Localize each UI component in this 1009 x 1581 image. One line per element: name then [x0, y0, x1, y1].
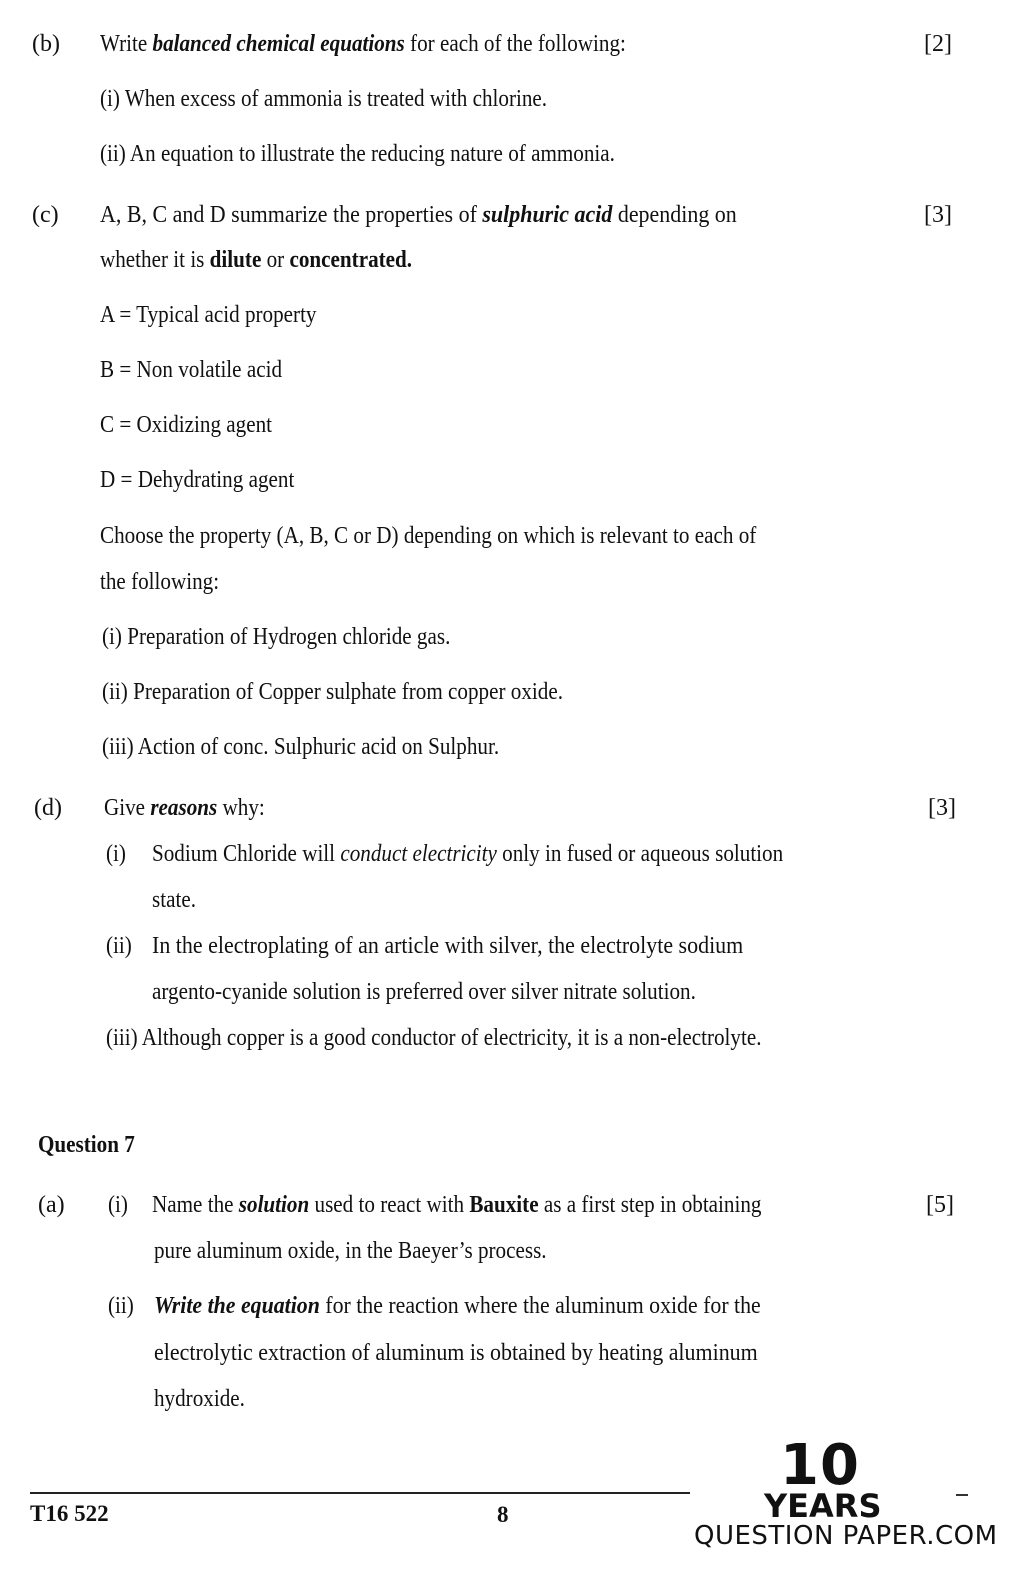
footer-rule — [30, 1492, 690, 1494]
watermark-years: YEARS — [764, 1487, 882, 1525]
c-prop-c: C = Oxidizing agent — [100, 412, 273, 438]
q7-a-ii-line2: electrolytic extraction of aluminum is obtained by heating aluminum — [154, 1340, 758, 1366]
b-item-i: (i) When excess of ammonia is treated with chlorine. — [100, 86, 548, 112]
b-intro: Write balanced chemical equations for each of the following: — [100, 31, 626, 57]
d-item-iii: (iii) Although copper is a good conductor of electricity, it is a non-electrolyte. — [106, 1025, 762, 1051]
footer-dash — [956, 1494, 968, 1496]
c-marks: [3] — [924, 202, 952, 228]
d-item-ii-line2: argento-cyanide solution is preferred over silver nitrate solution. — [152, 979, 696, 1005]
q7-a-ii-num: (ii) — [108, 1293, 134, 1319]
watermark-site: QUESTION PAPER.COM — [694, 1521, 998, 1551]
question-7-heading: Question 7 — [38, 1132, 135, 1158]
d-marks: [3] — [928, 795, 956, 821]
c-item-i: (i) Preparation of Hydrogen chloride gas. — [102, 624, 451, 650]
page-number: 8 — [497, 1502, 509, 1527]
paper-code: T16 522 — [30, 1501, 109, 1526]
c-line2: whether it is dilute or concentrated. — [100, 247, 413, 273]
d-item-i-num: (i) — [106, 841, 126, 867]
d-item-ii-num: (ii) — [106, 933, 132, 959]
q7-a-i-line1: Name the solution used to react with Bauxite as a first step in obtaining — [152, 1192, 762, 1218]
c-label: (c) — [32, 202, 59, 228]
c-item-ii: (ii) Preparation of Copper sulphate from copper oxide. — [102, 679, 563, 705]
d-item-ii-line1: In the electroplating of an article with silver, the electrolyte sodium — [152, 933, 744, 959]
b-item-ii: (ii) An equation to illustrate the reducing nature of ammonia. — [100, 141, 615, 167]
q7-a-i-line2: pure aluminum oxide, in the Baeyer’s process. — [154, 1238, 547, 1264]
watermark-number: 10 — [780, 1433, 860, 1498]
c-line1: A, B, C and D summarize the properties of sulphuric acid depending on — [100, 202, 737, 228]
b-label: (b) — [32, 31, 60, 57]
b-marks: [2] — [924, 31, 952, 57]
q7-a-ii-line1: Write the equation for the reaction where the aluminum oxide for the — [154, 1293, 761, 1319]
d-item-i-line2: state. — [152, 887, 196, 913]
q7-a-i-num: (i) — [108, 1192, 128, 1218]
d-label: (d) — [34, 795, 62, 821]
d-item-i-line1: Sodium Chloride will conduct electricity only in fused or aqueous solution — [152, 841, 784, 867]
c-item-iii: (iii) Action of conc. Sulphuric acid on Sulphur. — [102, 734, 500, 760]
d-intro: Give reasons why: — [104, 795, 265, 821]
q7-a-ii-line3: hydroxide. — [154, 1386, 245, 1412]
q7-marks: [5] — [926, 1192, 954, 1218]
c-choose-line1: Choose the property (A, B, C or D) depending on which is relevant to each of — [100, 523, 757, 549]
c-prop-d: D = Dehydrating agent — [100, 467, 295, 493]
c-choose-line2: the following: — [100, 569, 220, 595]
c-prop-a: A = Typical acid property — [100, 302, 317, 328]
q7-a-label: (a) — [38, 1192, 65, 1218]
c-prop-b: B = Non volatile acid — [100, 357, 283, 383]
